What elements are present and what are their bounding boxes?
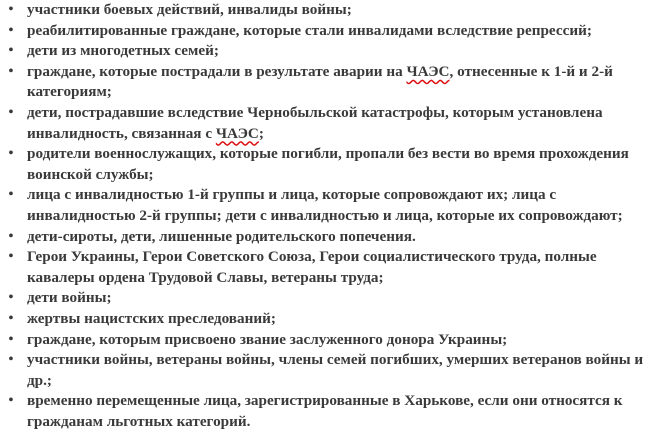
list-item-text: дети-сироты, дети, лишенные родительского попечения. xyxy=(27,227,416,245)
list-item xyxy=(0,227,667,248)
list-item-text: родители военнослужащих, которые погибли, пропали без вести во время прохождения воинской службы; xyxy=(27,145,629,183)
spellcheck-underlined-word: ЧАЭС xyxy=(215,124,259,142)
list-item-text: дети из многодетных семей; xyxy=(27,42,219,60)
list-item-text: временно перемещенные лица, зарегистрированные в Харькове, если они относятся к гражданам льготных категорий. xyxy=(27,392,623,430)
bullet-icon: • xyxy=(8,352,14,368)
list-item-text-before: дети, пострадавшие вследствие Чернобыльской катастрофы, которым установлена инвалидность, связанная с xyxy=(27,103,603,142)
list-item-text: участники боевых действий, инвалиды войны; xyxy=(27,1,352,18)
spellcheck-underlined-word: ЧАЭС xyxy=(406,62,450,80)
bullet-icon: • xyxy=(8,22,14,38)
list-item xyxy=(0,0,667,21)
list-item xyxy=(0,185,667,226)
bullet-icon: • xyxy=(8,228,14,244)
list-item xyxy=(0,350,667,391)
bullet-icon: • xyxy=(8,146,14,162)
bullet-icon: • xyxy=(8,2,14,17)
list-item-text-after: ; xyxy=(258,124,264,142)
list-item-text: Герои Украины, Герои Советского Союза, Герои социалистического труда, полные кавалеры ордена Трудовой Славы, ветераны труда; xyxy=(27,248,597,286)
bullet-icon: • xyxy=(8,104,14,120)
list-item-text: граждане, которым присвоено звание заслуженного донора Украины; xyxy=(27,330,508,348)
list-item-text: лица с инвалидностью 1-й группы и лица, которые сопровождают их; лица с инвалидностью 2-й группы; дети с инвалидностью и лица, которые их сопровождают; xyxy=(27,186,623,224)
list-item-text-after: , отнесенные к 1-й и 2-й категориям; xyxy=(27,62,613,101)
list-item xyxy=(0,391,667,432)
list-item-text: реабилитированные граждане, которые стали инвалидами вследствие репрессий; xyxy=(27,21,592,39)
bullet-icon: • xyxy=(8,43,14,59)
list-item xyxy=(0,62,667,103)
list-item xyxy=(0,103,667,144)
bullet-icon: • xyxy=(8,63,14,79)
bullet-icon: • xyxy=(8,249,14,265)
list-item-text: участники войны, ветераны войны, члены семей погибших, умерших ветеранов войны и др.; xyxy=(27,351,644,389)
list-item xyxy=(0,288,667,309)
bullet-icon: • xyxy=(8,331,14,347)
bullet-icon: • xyxy=(8,290,14,306)
list-item xyxy=(0,144,667,185)
list-item-text: дети войны; xyxy=(27,289,112,307)
list-item xyxy=(0,21,667,42)
list-item xyxy=(0,247,667,288)
list-item-text-before: граждане, которые пострадали в результате аварии на xyxy=(27,62,407,80)
bullet-icon: • xyxy=(8,187,14,203)
list-item xyxy=(0,309,667,330)
list-item-text: жертвы нацистских преследований; xyxy=(27,309,276,327)
list-item xyxy=(0,41,667,62)
list-item xyxy=(0,330,667,351)
bullet-icon: • xyxy=(8,310,14,326)
bullet-icon: • xyxy=(8,393,14,409)
